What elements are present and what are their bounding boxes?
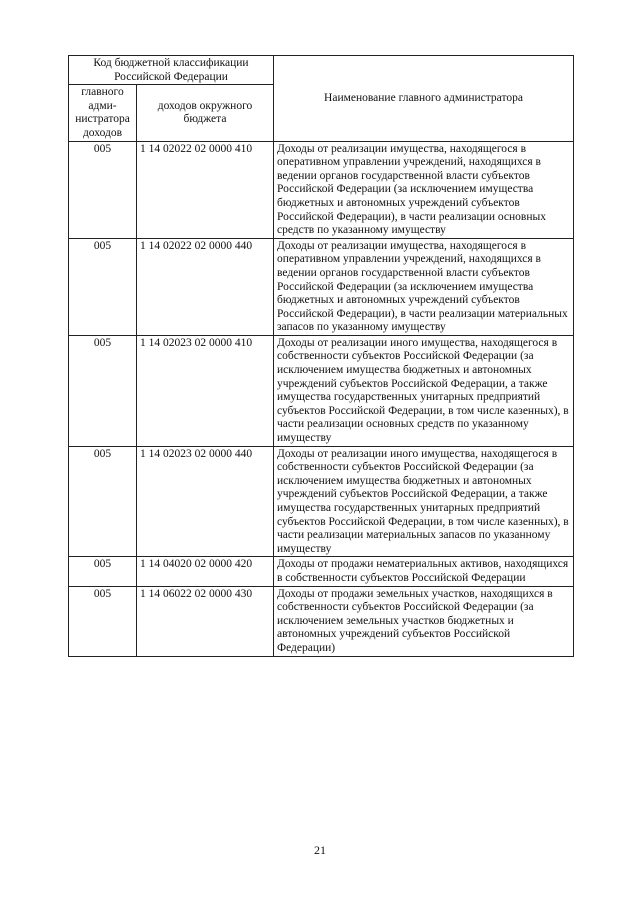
table-row — [69, 446, 574, 557]
budget-code-cell: 1 14 04020 02 0000 420 — [137, 557, 274, 586]
table-body — [69, 141, 574, 656]
budget-code-cell: 1 14 06022 02 0000 430 — [137, 586, 274, 656]
table-row — [69, 557, 574, 586]
administrator-name-cell: Доходы от продажи земельных участков, находящихся в собственности субъектов Российской Федерации (за исключением земельных участков бюджетных и автономных учреждений субъектов Российской Федерации) — [274, 586, 574, 656]
admin-code-cell: 005 — [69, 141, 137, 238]
table-row — [69, 238, 574, 335]
header-income-column: доходов окружного бюджета — [137, 85, 274, 141]
admin-code-cell: 005 — [69, 335, 137, 446]
administrator-name-cell: Доходы от реализации имущества, находящегося в оперативном управлении учреждений, находящихся в ведении органов государственной власти субъектов Российской Федерации (за исключением имущества бюджетных и автономных учреждений субъектов Российской Федерации), в части реализации основных средств по указанному имуществу — [274, 141, 574, 238]
administrator-name-cell: Доходы от продажи нематериальных активов, находящихся в собственности субъектов Российской Федерации — [274, 557, 574, 586]
administrator-name-cell: Доходы от реализации имущества, находящегося в оперативном управлении учреждений, находящихся в ведении органов государственной власти субъектов Российской Федерации (за исключением имущества бюджетных и автономных учреждений субъектов Российской Федерации), в части реализации материальных запасов по указанному имуществу — [274, 238, 574, 335]
administrator-name-cell: Доходы от реализации иного имущества, находящегося в собственности субъектов Российской Федерации (за исключением имущества бюджетных и автономных учреждений субъектов Российской Федерации, а также имущества государственных унитарных предприятий субъектов Российской Федерации, в том числе казенных), в части реализации материальных запасов по указанному имуществу — [274, 446, 574, 557]
administrator-name-cell: Доходы от реализации иного имущества, находящегося в собственности субъектов Российской Федерации (за исключением имущества бюджетных и автономных учреждений субъектов Российской Федерации, а также имущества государственных унитарных предприятий субъектов Российской Федерации, в том числе казенных), в части реализации основных средств по указанному имуществу — [274, 335, 574, 446]
budget-code-cell: 1 14 02022 02 0000 410 — [137, 141, 274, 238]
budget-code-cell: 1 14 02023 02 0000 440 — [137, 446, 274, 557]
budget-classification-table — [68, 55, 574, 657]
table-row — [69, 586, 574, 656]
table-row — [69, 141, 574, 238]
budget-code-cell: 1 14 02022 02 0000 440 — [137, 238, 274, 335]
admin-code-cell: 005 — [69, 238, 137, 335]
table-row — [69, 335, 574, 446]
admin-code-cell: 005 — [69, 446, 137, 557]
header-admin-column: главного адми-нистратора доходов — [69, 85, 137, 141]
admin-code-cell: 005 — [69, 586, 137, 656]
table-header — [69, 56, 574, 142]
budget-code-cell: 1 14 02023 02 0000 410 — [137, 335, 274, 446]
header-administrator-name: Наименование главного администратора — [274, 56, 574, 142]
page-number: 21 — [314, 843, 326, 857]
admin-code-cell: 005 — [69, 557, 137, 586]
header-code-group: Код бюджетной классификации Российской Федерации — [69, 56, 274, 85]
